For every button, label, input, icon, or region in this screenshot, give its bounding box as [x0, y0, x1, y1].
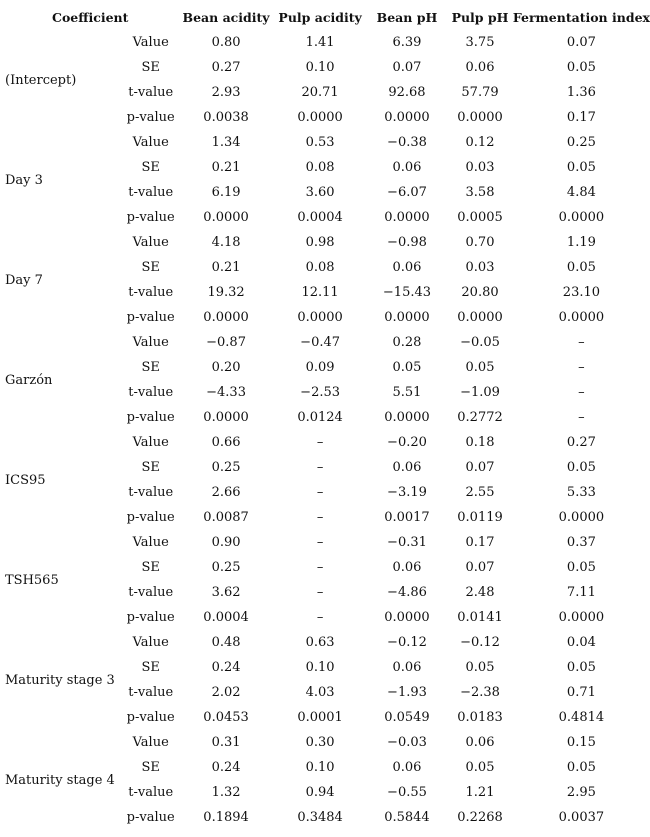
cell-bean-acidity: 1.32	[211, 785, 241, 800]
coefficient-name: Maturity stage 3	[5, 672, 115, 688]
cell-pulp-ph: 20.80	[461, 285, 499, 300]
table-row	[2, 30, 650, 55]
cell-pulp-ph: 0.70	[465, 235, 495, 250]
cell-fermentation-index: 0.05	[566, 760, 596, 775]
cell-fermentation-index: 0.0000	[558, 210, 605, 225]
stat-label-t-value: t-value	[128, 385, 174, 400]
stat-label-p-value: p-value	[126, 310, 175, 325]
cell-pulp-ph: 0.07	[465, 460, 495, 475]
cell-pulp-ph: 2.48	[465, 585, 495, 600]
cell-pulp-acidity: −0.47	[300, 335, 341, 350]
cell-fermentation-index: 0.05	[566, 260, 596, 275]
cell-bean-ph: 0.28	[392, 335, 422, 350]
cell-bean-ph: 0.0017	[384, 510, 430, 525]
cell-fermentation-index: 0.05	[566, 460, 596, 475]
cell-bean-acidity: 0.90	[211, 535, 241, 550]
stat-label-se: SE	[141, 260, 160, 275]
cell-bean-ph: 92.68	[388, 85, 426, 100]
cell-pulp-acidity: 0.0124	[297, 410, 343, 425]
cell-fermentation-index: 1.36	[566, 85, 596, 100]
cell-pulp-ph: 0.0000	[457, 310, 503, 325]
cell-pulp-acidity: 0.0001	[297, 710, 343, 725]
cell-pulp-acidity: 0.0000	[297, 110, 343, 125]
stat-label-t-value: t-value	[128, 585, 174, 600]
cell-pulp-acidity: 0.3484	[297, 810, 343, 825]
stat-label-se: SE	[141, 460, 160, 475]
cell-fermentation-index: 23.10	[562, 285, 601, 300]
cell-pulp-ph: 0.0119	[457, 510, 503, 525]
cell-bean-acidity: 0.25	[211, 560, 241, 575]
table-row	[2, 330, 650, 355]
cell-bean-acidity: −4.33	[206, 385, 246, 400]
table-row	[2, 230, 650, 255]
stat-label-value: Value	[132, 735, 169, 750]
cell-bean-acidity: 0.0453	[203, 710, 249, 725]
cell-bean-acidity: 0.66	[211, 435, 241, 450]
cell-fermentation-index: 0.05	[566, 60, 596, 75]
cell-bean-ph: 0.06	[392, 760, 422, 775]
cell-bean-ph: −3.19	[387, 485, 427, 500]
cell-fermentation-index: 0.37	[566, 535, 596, 550]
cell-pulp-ph: −0.12	[460, 635, 500, 650]
coefficient-name: Day 7	[5, 272, 43, 288]
stat-label-t-value: t-value	[128, 185, 174, 200]
table-row	[2, 130, 650, 155]
cell-bean-ph: 0.0000	[384, 410, 430, 425]
cell-bean-acidity: 0.24	[211, 760, 241, 775]
stat-label-value: Value	[132, 635, 169, 650]
cell-pulp-ph: −0.05	[460, 335, 500, 350]
stat-label-value: Value	[132, 135, 169, 150]
cell-pulp-ph: 3.75	[465, 35, 495, 50]
cell-bean-ph: −6.07	[387, 185, 427, 200]
cell-pulp-acidity: –	[316, 585, 324, 600]
cell-bean-ph: 0.0000	[384, 110, 430, 125]
cell-pulp-acidity: –	[316, 485, 324, 500]
cell-bean-acidity: 0.21	[211, 160, 241, 175]
cell-bean-ph: −0.03	[387, 735, 427, 750]
cell-pulp-ph: 0.0005	[457, 210, 503, 225]
cell-bean-acidity: 0.20	[211, 360, 241, 375]
cell-bean-acidity: 0.27	[211, 60, 241, 75]
cell-fermentation-index: 0.4814	[558, 710, 605, 725]
cell-bean-acidity: 0.31	[211, 735, 241, 750]
cell-bean-ph: −0.98	[387, 235, 427, 250]
cell-bean-acidity: 4.18	[211, 235, 241, 250]
stat-label-t-value: t-value	[128, 785, 174, 800]
header-pulp-acidity: Pulp acidity	[278, 9, 362, 25]
coefficient-name: Day 3	[5, 172, 43, 188]
cell-pulp-ph: 0.05	[465, 360, 495, 375]
stat-label-se: SE	[141, 160, 160, 175]
cell-fermentation-index: –	[578, 385, 585, 400]
cell-pulp-acidity: 0.08	[305, 160, 335, 175]
stat-label-value: Value	[132, 35, 169, 50]
stat-label-value: Value	[132, 535, 169, 550]
stat-label-se: SE	[141, 760, 160, 775]
cell-fermentation-index: 0.05	[566, 560, 596, 575]
cell-bean-acidity: 2.66	[211, 485, 241, 500]
header-bean-acidity: Bean acidity	[182, 9, 270, 25]
header-pulp-ph: Pulp pH	[451, 9, 509, 25]
stat-label-se: SE	[141, 660, 160, 675]
cell-fermentation-index: –	[578, 335, 585, 350]
cell-fermentation-index: 5.33	[566, 485, 596, 500]
cell-pulp-acidity: 0.08	[305, 260, 335, 275]
cell-pulp-ph: 0.05	[465, 760, 495, 775]
table-row	[2, 630, 650, 655]
cell-bean-acidity: 0.0000	[203, 210, 249, 225]
cell-pulp-acidity: –	[316, 560, 324, 575]
header-coefficient: Coefficient	[52, 9, 129, 25]
cell-pulp-acidity: 0.0000	[297, 310, 343, 325]
cell-fermentation-index: 0.0000	[558, 310, 605, 325]
cell-pulp-acidity: 0.98	[305, 235, 335, 250]
cell-fermentation-index: 0.07	[566, 35, 596, 50]
cell-pulp-ph: 0.0000	[457, 110, 503, 125]
cell-bean-ph: −0.31	[387, 535, 427, 550]
cell-bean-ph: 0.0549	[384, 710, 430, 725]
cell-pulp-ph: 0.06	[465, 735, 495, 750]
cell-bean-acidity: 0.0004	[203, 610, 249, 625]
cell-pulp-ph: 0.05	[465, 660, 495, 675]
cell-bean-acidity: 19.32	[207, 285, 245, 300]
cell-pulp-acidity: 20.71	[301, 85, 339, 100]
cell-pulp-ph: 57.79	[461, 85, 499, 100]
cell-bean-acidity: 0.25	[211, 460, 241, 475]
cell-pulp-acidity: 0.09	[305, 360, 335, 375]
coefficient-table	[2, 4, 650, 830]
cell-bean-acidity: 0.21	[211, 260, 241, 275]
cell-pulp-acidity: –	[316, 460, 324, 475]
cell-fermentation-index: 0.05	[566, 160, 596, 175]
cell-bean-acidity: 0.80	[211, 35, 241, 50]
cell-pulp-ph: 0.07	[465, 560, 495, 575]
coefficient-name: Garzón	[5, 372, 53, 388]
cell-fermentation-index: 4.84	[566, 185, 596, 200]
cell-bean-ph: 5.51	[392, 385, 422, 400]
cell-fermentation-index: 0.71	[566, 685, 596, 700]
table-row	[2, 730, 650, 755]
coefficient-name: TSH565	[5, 572, 59, 588]
cell-pulp-acidity: 0.94	[305, 785, 335, 800]
cell-bean-ph: 0.5844	[384, 810, 430, 825]
stat-label-t-value: t-value	[128, 485, 174, 500]
header-bean-ph: Bean pH	[376, 9, 438, 25]
stat-label-p-value: p-value	[126, 510, 175, 525]
cell-fermentation-index: 1.19	[566, 235, 596, 250]
cell-pulp-acidity: −2.53	[300, 385, 341, 400]
cell-bean-ph: 0.06	[392, 160, 422, 175]
cell-pulp-ph: 0.2268	[457, 810, 503, 825]
cell-fermentation-index: 0.25	[566, 135, 596, 150]
stat-label-p-value: p-value	[126, 210, 175, 225]
stat-label-t-value: t-value	[128, 685, 174, 700]
cell-bean-ph: 0.05	[392, 360, 422, 375]
cell-fermentation-index: 0.27	[566, 435, 596, 450]
cell-fermentation-index: 0.04	[566, 635, 596, 650]
stat-label-p-value: p-value	[126, 410, 175, 425]
cell-pulp-acidity: 12.11	[301, 285, 339, 300]
cell-pulp-acidity: 0.0004	[297, 210, 343, 225]
cell-fermentation-index: –	[578, 410, 585, 425]
stat-label-value: Value	[132, 235, 169, 250]
cell-pulp-acidity: 0.10	[305, 60, 335, 75]
cell-fermentation-index: 7.11	[566, 585, 596, 600]
cell-pulp-ph: 0.06	[465, 60, 495, 75]
cell-bean-ph: −1.93	[387, 685, 427, 700]
cell-pulp-ph: 2.55	[465, 485, 495, 500]
header-fermentation-index: Fermentation index	[512, 9, 650, 25]
cell-pulp-acidity: 0.53	[305, 135, 335, 150]
cell-bean-ph: −4.86	[387, 585, 427, 600]
cell-bean-acidity: 1.34	[211, 135, 241, 150]
stat-label-p-value: p-value	[126, 110, 175, 125]
header-row	[2, 4, 650, 30]
table-row	[2, 430, 650, 455]
cell-bean-ph: 0.0000	[384, 310, 430, 325]
stat-label-p-value: p-value	[126, 810, 175, 825]
cell-pulp-ph: 0.03	[465, 160, 495, 175]
stat-label-p-value: p-value	[126, 710, 175, 725]
cell-pulp-ph: 3.58	[465, 185, 495, 200]
cell-pulp-ph: 0.17	[465, 535, 495, 550]
cell-pulp-ph: 0.0141	[457, 610, 503, 625]
cell-pulp-acidity: –	[316, 510, 324, 525]
stat-label-se: SE	[141, 60, 160, 75]
cell-bean-ph: 0.0000	[384, 210, 430, 225]
stat-label-p-value: p-value	[126, 610, 175, 625]
cell-pulp-ph: 0.18	[465, 435, 495, 450]
cell-bean-ph: −0.38	[387, 135, 427, 150]
stat-label-se: SE	[141, 560, 160, 575]
cell-bean-acidity: 0.48	[211, 635, 241, 650]
cell-bean-acidity: 0.24	[211, 660, 241, 675]
stat-label-se: SE	[141, 360, 160, 375]
cell-bean-ph: 0.06	[392, 260, 422, 275]
cell-bean-acidity: 2.93	[211, 85, 241, 100]
cell-pulp-acidity: –	[316, 435, 324, 450]
cell-pulp-acidity: 0.63	[305, 635, 335, 650]
cell-pulp-ph: −1.09	[460, 385, 500, 400]
cell-pulp-acidity: 1.41	[305, 35, 335, 50]
cell-bean-acidity: 6.19	[211, 185, 241, 200]
cell-fermentation-index: 0.05	[566, 660, 596, 675]
cell-bean-acidity: 0.0000	[203, 310, 249, 325]
cell-bean-acidity: 0.0000	[203, 410, 249, 425]
table-body	[2, 30, 650, 830]
cell-fermentation-index: 0.15	[566, 735, 596, 750]
cell-bean-acidity: 0.1894	[203, 810, 249, 825]
coefficient-name: ICS95	[5, 472, 46, 488]
cell-bean-ph: −0.20	[387, 435, 427, 450]
cell-pulp-ph: 0.2772	[457, 410, 503, 425]
cell-pulp-acidity: 0.10	[305, 660, 335, 675]
stat-label-value: Value	[132, 335, 169, 350]
cell-pulp-acidity: 3.60	[305, 185, 335, 200]
cell-bean-acidity: 0.0087	[203, 510, 249, 525]
cell-fermentation-index: –	[578, 360, 585, 375]
cell-bean-acidity: 2.02	[211, 685, 241, 700]
cell-pulp-ph: 1.21	[465, 785, 495, 800]
cell-pulp-acidity: 0.30	[305, 735, 335, 750]
cell-bean-acidity: −0.87	[206, 335, 246, 350]
stat-label-t-value: t-value	[128, 85, 174, 100]
cell-pulp-ph: 0.12	[465, 135, 495, 150]
cell-pulp-ph: 0.03	[465, 260, 495, 275]
cell-fermentation-index: 0.0000	[558, 510, 605, 525]
cell-bean-ph: −0.12	[387, 635, 427, 650]
cell-bean-ph: −15.43	[382, 285, 432, 300]
cell-bean-ph: 0.0000	[384, 610, 430, 625]
cell-bean-ph: 6.39	[392, 35, 422, 50]
coefficient-name: (Intercept)	[5, 72, 77, 88]
coefficient-name: Maturity stage 4	[5, 772, 115, 788]
cell-fermentation-index: 0.0000	[558, 610, 605, 625]
cell-pulp-acidity: –	[316, 610, 324, 625]
cell-pulp-acidity: 4.03	[305, 685, 335, 700]
cell-bean-ph: 0.06	[392, 660, 422, 675]
cell-bean-acidity: 0.0038	[203, 110, 249, 125]
cell-bean-ph: 0.06	[392, 460, 422, 475]
cell-fermentation-index: 2.95	[566, 785, 596, 800]
cell-fermentation-index: 0.17	[566, 110, 596, 125]
cell-bean-ph: 0.06	[392, 560, 422, 575]
stat-label-t-value: t-value	[128, 285, 174, 300]
cell-pulp-ph: −2.38	[460, 685, 500, 700]
cell-pulp-acidity: –	[316, 535, 324, 550]
stat-label-value: Value	[132, 435, 169, 450]
cell-pulp-ph: 0.0183	[457, 710, 503, 725]
cell-bean-acidity: 3.62	[211, 585, 241, 600]
cell-fermentation-index: 0.0037	[558, 810, 605, 825]
cell-pulp-acidity: 0.10	[305, 760, 335, 775]
cell-bean-ph: 0.07	[392, 60, 422, 75]
cell-bean-ph: −0.55	[387, 785, 427, 800]
table-row	[2, 530, 650, 555]
